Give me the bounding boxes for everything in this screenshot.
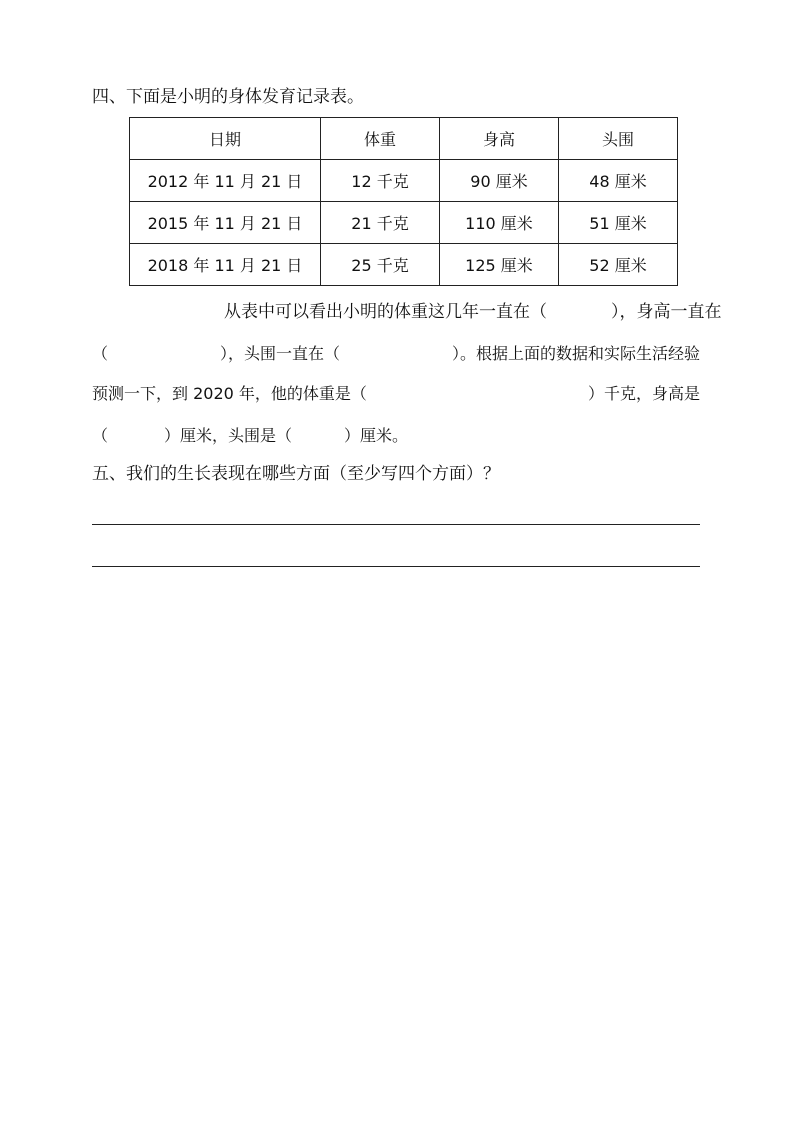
growth-record-table [129, 117, 678, 286]
table-row [130, 160, 678, 202]
paragraph-text: （ [92, 343, 109, 363]
cell-weight: 21 千克 [321, 202, 440, 244]
cell-height: 90 厘米 [440, 160, 559, 202]
cell-date: 2015 年 11 月 21 日 [130, 202, 321, 244]
table-header-row [130, 118, 678, 160]
cell-head: 48 厘米 [559, 160, 678, 202]
paragraph-line [184, 297, 792, 321]
cell-weight: 12 千克 [321, 160, 440, 202]
paragraph-text: ）。根据上面的数据和实际生活经验 [451, 343, 700, 363]
cell-weight: 25 千克 [321, 244, 440, 286]
header-weight: 体重 [321, 118, 440, 160]
paragraph-line [92, 380, 700, 404]
header-height: 身高 [440, 118, 559, 160]
question-4-heading: 四、下面是小明的身体发育记录表。 [92, 87, 364, 107]
cell-height: 125 厘米 [440, 244, 559, 286]
header-date: 日期 [130, 118, 321, 160]
paragraph-text: （ [92, 425, 109, 445]
paragraph-text: ）厘米，头围是（ [164, 425, 293, 445]
paragraph-text: 从表中可以看出小明的体重这几年一直在（ [224, 301, 547, 322]
paragraph-text: ），身高一直在 [611, 301, 722, 322]
answer-line[interactable] [92, 524, 700, 525]
paragraph-text: ）厘米。 [344, 425, 409, 445]
paragraph-line [92, 340, 700, 364]
answer-line[interactable] [92, 566, 700, 567]
cell-height: 110 厘米 [440, 202, 559, 244]
paragraph-text: ），头围一直在（ [219, 343, 340, 363]
cell-head: 52 厘米 [559, 244, 678, 286]
question-5-heading: 五、我们的生长表现在哪些方面（至少写四个方面）？ [92, 464, 500, 484]
table-row [130, 244, 678, 286]
cell-head: 51 厘米 [559, 202, 678, 244]
cell-date: 2018 年 11 月 21 日 [130, 244, 321, 286]
paragraph-text: ）千克，身高是 [587, 383, 700, 403]
cell-date: 2012 年 11 月 21 日 [130, 160, 321, 202]
header-head-circumference: 头围 [559, 118, 678, 160]
paragraph-line [92, 422, 700, 446]
paragraph-text: 预测一下，到 2020 年，他的体重是（ [92, 383, 367, 403]
table-row [130, 202, 678, 244]
